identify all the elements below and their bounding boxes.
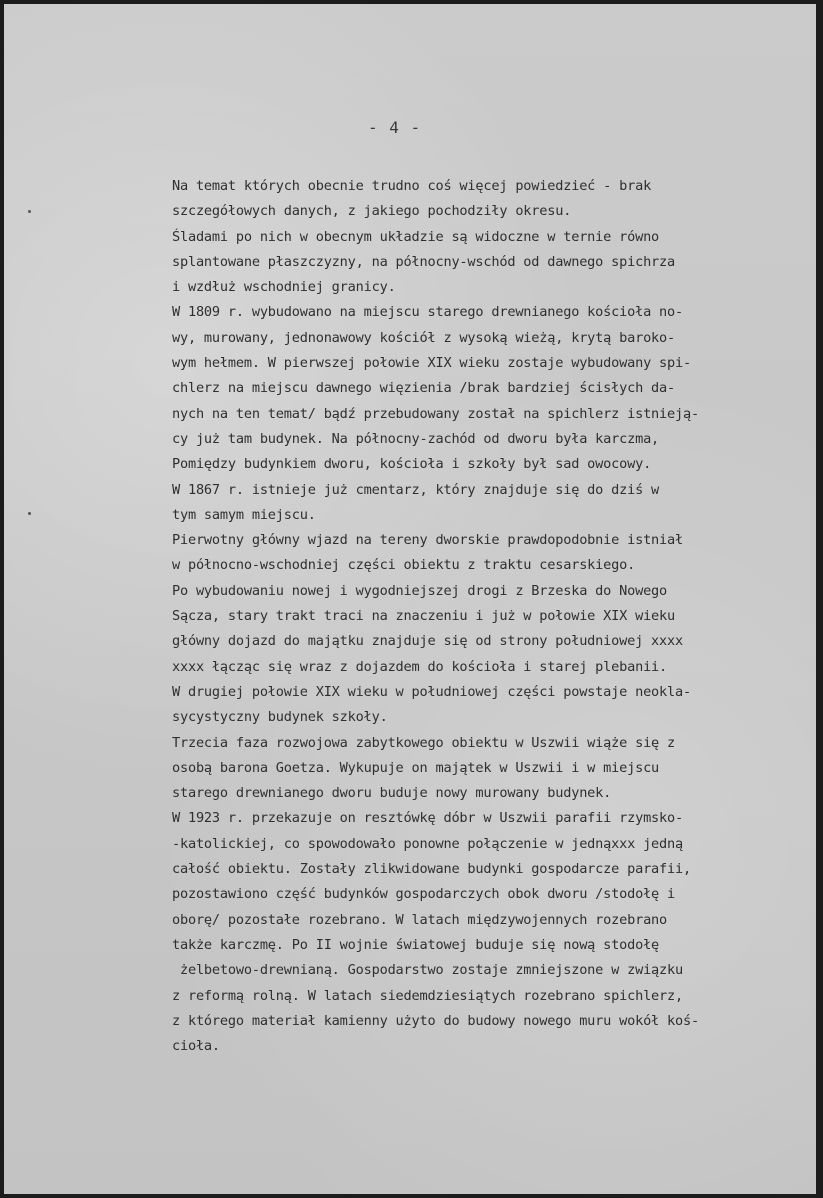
text-line: i wzdłuż wschodniej granicy.: [172, 279, 396, 296]
text-line: cioła.: [172, 1038, 220, 1055]
text-line: starego drewnianego dworu buduje nowy murowany budynek.: [172, 785, 612, 802]
text-line: z reformą rolną. W latach siedemdziesiątych rozebrano spichlerz,: [172, 987, 683, 1004]
text-line: wy, murowany, jednonawowy kościół z wysoką wieżą, krytą baroko-: [172, 329, 676, 346]
text-line: oborę/ pozostałe rozebrano. W latach międzywojennych rozebrano: [172, 911, 668, 928]
text-line: główny dojazd do majątku znajduje się od strony południowej xxxx: [172, 633, 683, 650]
text-line: z którego materiał kamienny użyto do budowy nowego muru wokół koś-: [172, 1012, 699, 1029]
text-line: Pomiędzy budynkiem dworu, kościoła i szkoły był sad owocowy.: [172, 456, 652, 473]
text-line: W 1809 r. wybudowano na miejscu starego drewnianego kościoła no-: [172, 304, 683, 321]
document-page: [4, 4, 816, 1194]
text-line: -katolickiej, co spowodowało ponowne połączenie w jednąxxx jedną: [172, 835, 683, 852]
text-line: nych na ten temat/ bądź przebudowany został na spichlerz istnieją-: [172, 405, 699, 422]
text-line: w północno-wschodniej części obiektu z traktu cesarskiego.: [172, 557, 636, 574]
text-line: W 1923 r. przekazuje on resztówkę dóbr w Uszwii parafii rzymsko-: [172, 810, 683, 827]
text-line: żelbetowo-drewnianą. Gospodarstwo zostaje zmniejszone w związku: [172, 962, 683, 979]
text-line: splantowane płaszczyzny, na północny-wschód od dawnego spichrza: [172, 253, 676, 270]
body-text: [172, 174, 812, 1059]
text-line: tym samym miejscu.: [172, 506, 316, 523]
text-line: całość obiektu. Zostały zlikwidowane budynki gospodarcze parafii,: [172, 861, 691, 878]
text-line: pozostawiono część budynków gospodarczych obok dworu /stodołę i: [172, 886, 676, 903]
text-line: wym hełmem. W pierwszej połowie XIX wieku zostaje wybudowany spi-: [172, 355, 691, 372]
text-line: W drugiej połowie XIX wieku w południowej części powstaje neokla-: [172, 683, 691, 700]
text-line: Śladami po nich w obecnym układzie są widoczne w ternie równo: [172, 228, 660, 245]
text-line: sycystyczny budynek szkoły.: [172, 709, 388, 726]
text-line: Sącza, stary trakt traci na znaczeniu i już w połowie XIX wieku: [172, 608, 676, 625]
text-line: Trzecia faza rozwojowa zabytkowego obiektu w Uszwii wiąże się z: [172, 734, 676, 751]
margin-mark: [28, 210, 31, 213]
text-line: W 1867 r. istnieje już cmentarz, który znajduje się do dziś w: [172, 481, 660, 498]
text-line: także karczmę. Po II wojnie światowej buduje się nową stodołę: [172, 936, 660, 953]
margin-mark: [28, 512, 31, 515]
text-line: cy już tam budynek. Na północny-zachód od dworu była karczma,: [172, 430, 660, 447]
text-line: osobą barona Goetza. Wykupuje on majątek w Uszwii i w miejscu: [172, 759, 660, 776]
text-line: xxxx łącząc się wraz z dojazdem do kościoła i starej plebanii.: [172, 658, 668, 675]
page-number: - 4 -: [368, 118, 422, 137]
text-line: Pierwotny główny wjazd na tereny dworskie prawdopodobnie istniał: [172, 532, 683, 549]
text-line: chlerz na miejscu dawnego więzienia /brak bardziej ścisłych da-: [172, 380, 676, 397]
text-line: Na temat których obecnie trudno coś więcej powiedzieć - brak: [172, 178, 652, 194]
text-line: szczegółowych danych, z jakiego pochodziły okresu.: [172, 203, 572, 220]
text-line: Po wybudowaniu nowej i wygodniejszej drogi z Brzeska do Nowego: [172, 582, 668, 599]
